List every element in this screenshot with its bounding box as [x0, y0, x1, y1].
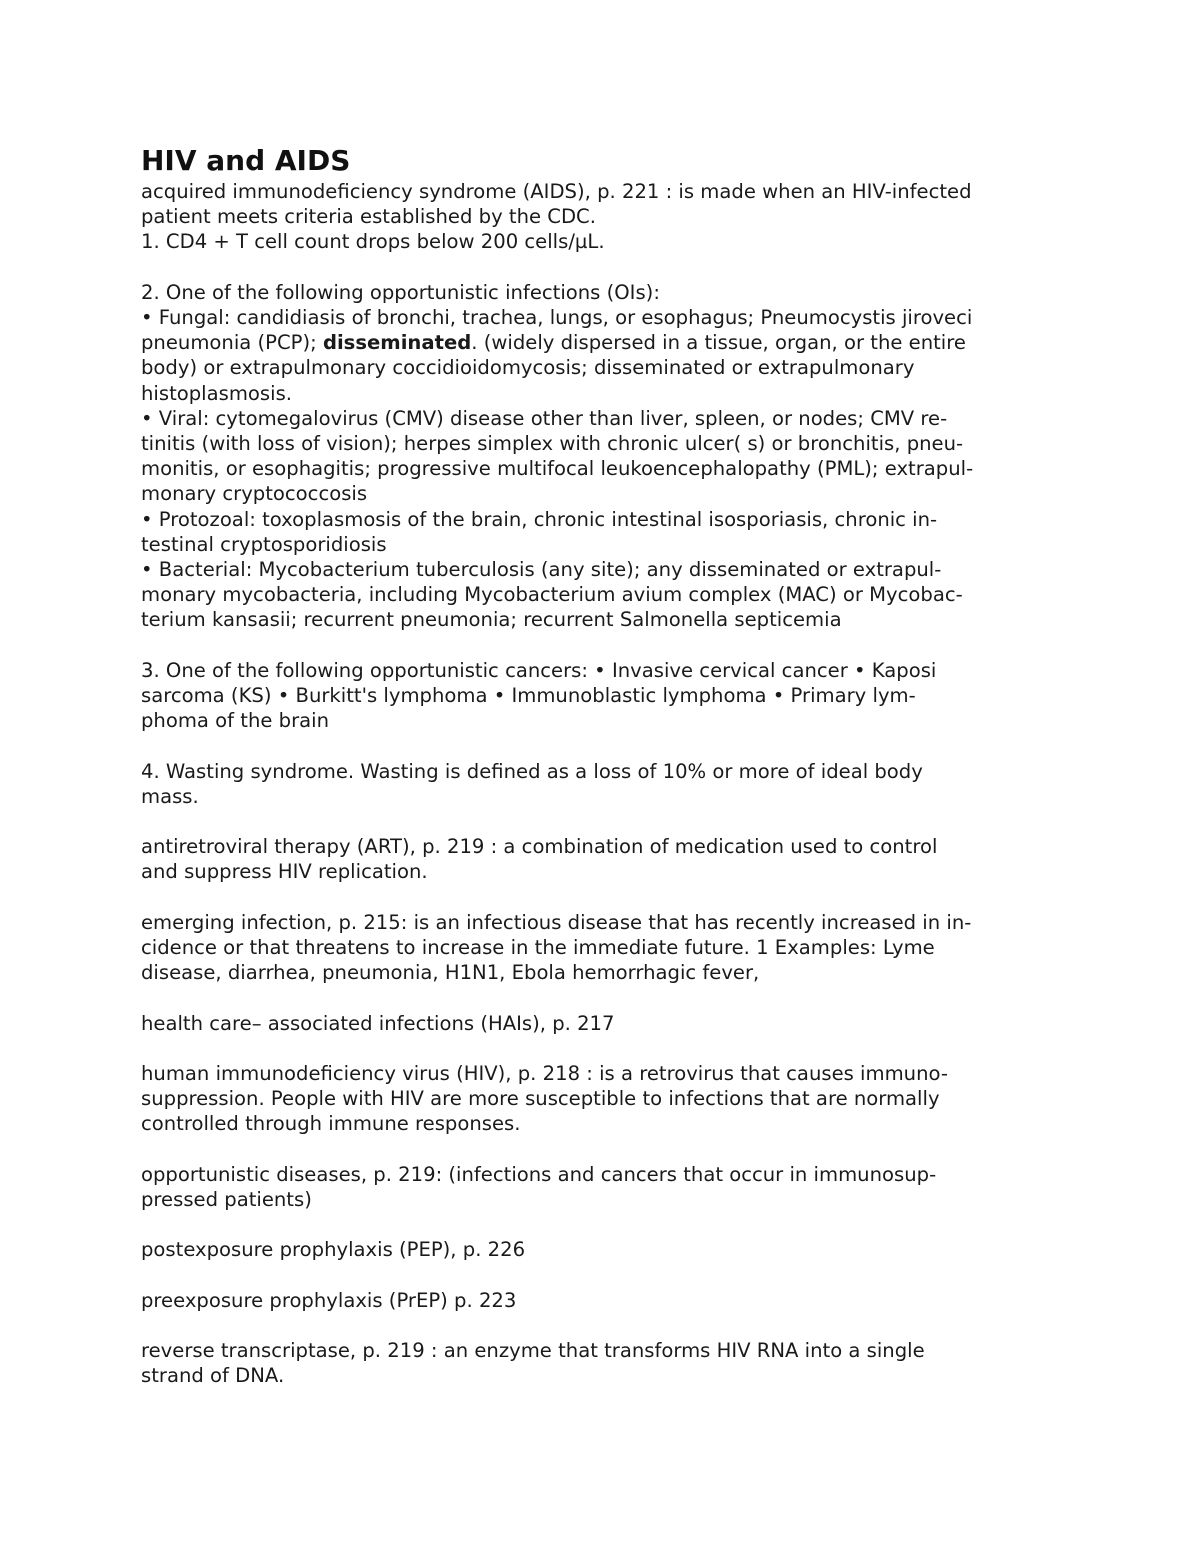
- text-line: disease, diarrhea, pneumonia, H1N1, Ebola hemorrhagic fever,: [141, 961, 760, 985]
- text-line: reverse transcriptase, p. 219 : an enzyme that transforms HIV RNA into a single: [141, 1339, 925, 1363]
- text-line: 1. CD4 + T cell count drops below 200 cells/µL.: [141, 230, 605, 254]
- blank-line: [141, 1263, 1066, 1288]
- blank-line: [141, 633, 1066, 658]
- text-line: postexposure prophylaxis (PEP), p. 226: [141, 1238, 526, 1262]
- text-span: . (widely dispersed in a tissue, organ, or the entire: [471, 331, 966, 355]
- text-line: sarcoma (KS) • Burkitt's lymphoma • Immunoblastic lymphoma • Primary lym-: [141, 684, 916, 708]
- art-definition: [141, 834, 1066, 884]
- opportunistic-diseases-definition: [141, 1162, 1066, 1212]
- text-line: terium kansasii; recurrent pneumonia; recurrent Salmonella septicemia: [141, 608, 842, 632]
- blank-line: [141, 255, 1066, 280]
- text-line: • Viral: cytomegalovirus (CMV) disease other than liver, spleen, or nodes; CMV re-: [141, 406, 948, 430]
- text-line: monary mycobacteria, including Mycobacterium avium complex (MAC) or Mycobac-: [141, 583, 963, 607]
- text-line: 2. One of the following opportunistic infections (OIs):: [141, 280, 660, 304]
- text-line: histoplasmosis.: [141, 381, 293, 405]
- text-line: cidence or that threatens to increase in the immediate future. 1 Examples: Lyme: [141, 936, 935, 960]
- text-line: health care– associated infections (HAIs), p. 217: [141, 1011, 615, 1035]
- text-line: acquired immunodeficiency syndrome (AIDS), p. 221 : is made when an HIV-infected: [141, 180, 972, 203]
- prep-definition: [141, 1288, 1066, 1313]
- hiv-definition: [141, 1061, 1066, 1137]
- text-line: and suppress HIV replication.: [141, 860, 428, 884]
- hai-definition: [141, 1011, 1066, 1036]
- text-line: monary cryptococcosis: [141, 482, 368, 506]
- aids-definition: [141, 179, 1066, 255]
- text-line: monitis, or esophagitis; progressive multifocal leukoencephalopathy (PML); extrapul-: [141, 457, 974, 481]
- opportunistic-infections-section: [141, 280, 1066, 633]
- blank-line: [141, 1313, 1066, 1338]
- text-line: patient meets criteria established by the CDC.: [141, 205, 596, 229]
- opportunistic-cancers-section: [141, 658, 1066, 734]
- text-line: phoma of the brain: [141, 709, 330, 733]
- text-span: pneumonia (PCP);: [141, 331, 323, 355]
- text-line: opportunistic diseases, p. 219: (infections and cancers that occur in immunosup-: [141, 1162, 937, 1186]
- bold-term-disseminated: disseminated: [322, 331, 472, 355]
- text-line: 3. One of the following opportunistic cancers: • Invasive cervical cancer • Kaposi: [141, 658, 937, 682]
- blank-line: [141, 1212, 1066, 1237]
- text-line: human immunodeficiency virus (HIV), p. 218 : is a retrovirus that causes immuno-: [141, 1062, 948, 1085]
- text-line: body) or extrapulmonary coccidioidomycosis; disseminated or extrapulmonary: [141, 356, 915, 380]
- text-line: testinal cryptosporidiosis: [141, 532, 387, 556]
- emerging-infection-definition: [141, 910, 1066, 986]
- pep-definition: [141, 1237, 1066, 1262]
- text-line: controlled through immune responses.: [141, 1112, 521, 1136]
- blank-line: [141, 733, 1066, 758]
- text-line: emerging infection, p. 215: is an infectious disease that has recently increased in in-: [141, 910, 972, 934]
- blank-line: [141, 885, 1066, 910]
- text-line: tinitis (with loss of vision); herpes simplex with chronic ulcer( s) or bronchitis, pneu-: [141, 432, 964, 456]
- blank-line: [141, 985, 1066, 1010]
- text-line: mass.: [141, 784, 199, 808]
- text-line: • Protozoal: toxoplasmosis of the brain, chronic intestinal isosporiasis, chronic in-: [141, 507, 938, 531]
- reverse-transcriptase-definition: [141, 1338, 1066, 1388]
- text-line: suppression. People with HIV are more susceptible to infections that are normally: [141, 1087, 940, 1111]
- text-line: • Bacterial: Mycobacterium tuberculosis (any site); any disseminated or extrapul-: [141, 558, 942, 582]
- text-line: • Fungal: candidiasis of bronchi, trachea, lungs, or esophagus; Pneumocystis jiroveci: [141, 306, 973, 329]
- blank-line: [141, 1137, 1066, 1162]
- blank-line: [141, 1036, 1066, 1061]
- text-line: pressed patients): [141, 1188, 312, 1211]
- text-line: preexposure prophylaxis (PrEP) p. 223: [141, 1288, 517, 1312]
- page-title: HIV and AIDS: [141, 144, 351, 177]
- text-line: [141, 330, 1066, 355]
- text-line: strand of DNA.: [141, 1364, 285, 1388]
- text-line: 4. Wasting syndrome. Wasting is defined as a loss of 10% or more of ideal body: [141, 759, 923, 783]
- document-body: [141, 143, 1066, 1389]
- wasting-syndrome-section: [141, 759, 1066, 809]
- blank-line: [141, 809, 1066, 834]
- text-line: antiretroviral therapy (ART), p. 219 : a combination of medication used to control: [141, 835, 938, 859]
